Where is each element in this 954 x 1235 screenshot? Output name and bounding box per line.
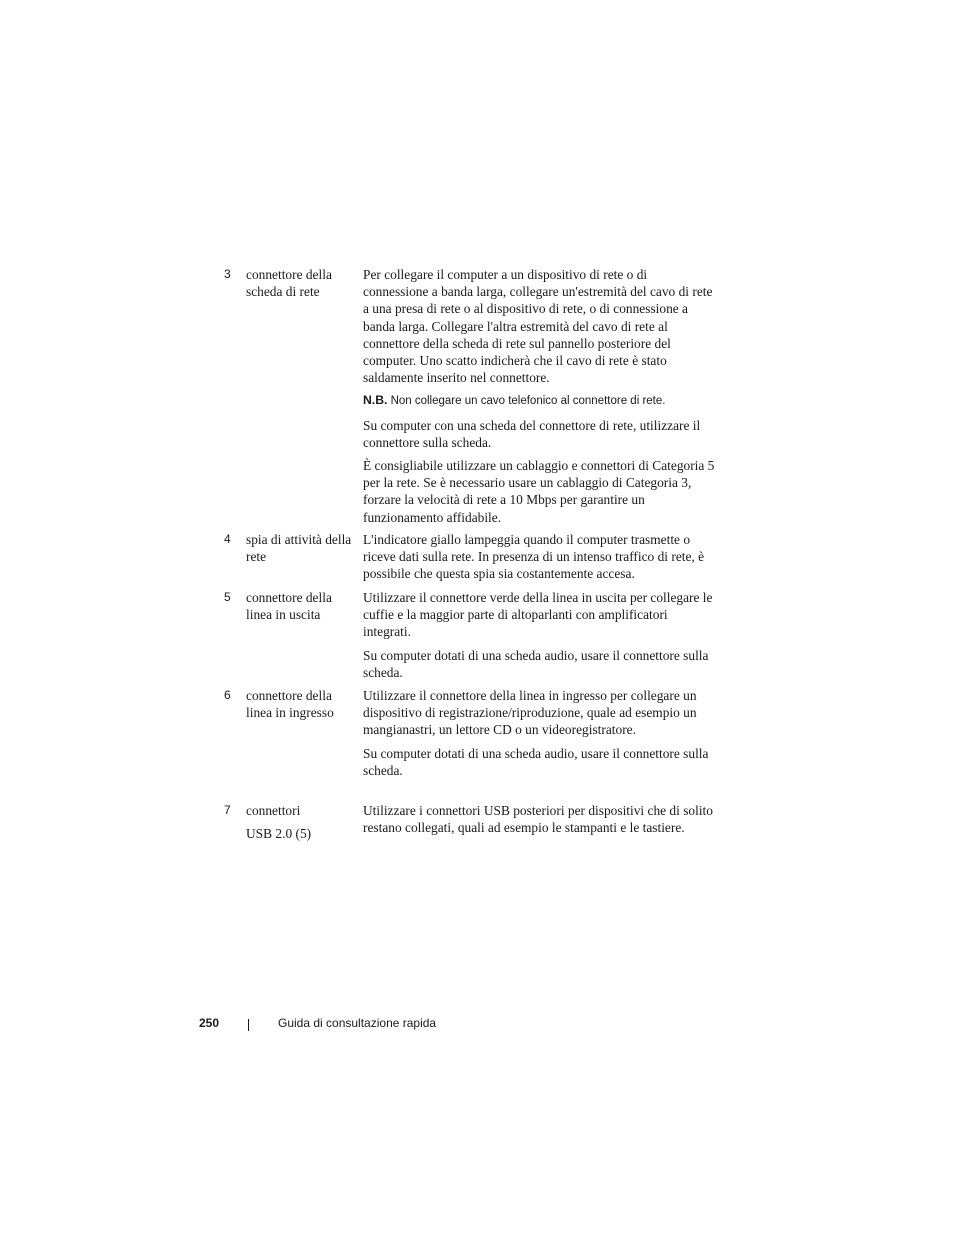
item-label: connettore della linea in uscita [246,590,332,623]
item-description [363,802,715,842]
note-text: Non collegare un cavo telefonico al connettore di rete. [387,395,666,408]
item-number: 7 [224,803,231,817]
item-description [363,589,715,687]
item-description [363,687,715,785]
item-number: 3 [224,267,231,281]
description-paragraph: Su computer dotati di una scheda audio, usare il connettore sulla scheda. [363,745,709,778]
item-number: 4 [224,532,231,546]
description-paragraph: Su computer dotati di una scheda audio, usare il connettore sulla scheda. [363,647,709,680]
item-description [363,266,715,532]
description-paragraph: Utilizzare il connettore della linea in ingresso per collegare un dispositivo di registrazione/riproduzione, quale ad esempio un mangianastri, un lettore CD o un videoregistratore. [363,688,697,738]
footer-separator [248,1019,249,1031]
item-description [363,531,715,589]
item-number: 6 [224,688,231,702]
item-label: spia di attività della rete [246,532,352,565]
description-paragraph: L'indicatore giallo lampeggia quando il computer trasmette o riceve dati sulla rete. In presenza di un intenso traffico di rete, è possibile che questa spia sia costantemente accesa. [363,532,705,582]
page-footer [0,1016,954,1036]
item-label: connettore della linea in ingresso [246,688,334,721]
item-label [246,802,354,842]
description-paragraph: Utilizzare i connettori USB posteriori per dispositivi che di solito restano collegati, quali ad esempio le stampanti e le tastiere. [363,803,713,836]
item-label-line2: USB 2.0 (5) [246,826,312,842]
note [363,392,715,410]
description-paragraph: Per collegare il computer a un dispositivo di rete o di connessione a banda larga, collegare un'estremità del cavo di rete a una presa di rete o al dispositivo di rete, o di connessione a banda larga. Collegare l'altra estremità del cavo di rete al connettore della scheda di rete sul pannello posteriore del computer. Uno scatto indicherà che il cavo di rete è stato saldamente inserito nel connettore. [363,267,713,386]
item-label: connettore della scheda di rete [246,267,332,300]
description-paragraph: Utilizzare il connettore verde della linea in uscita per collegare le cuffie e la maggior parte di altoparlanti con amplificatori integrati. [363,590,713,640]
note-tag: N.B. [363,393,388,408]
description-paragraph: È consigliabile utilizzare un cablaggio e connettori di Categoria 5 per la rete. Se è necessario usare un cablaggio di Categoria 3, forzare la velocità di rete a 10 Mbps per garantire un funzionamento affidabile. [363,458,715,525]
description-paragraph: Su computer con una scheda del connettore di rete, utilizzare il connettore sulla scheda. [363,417,701,450]
item-number: 5 [224,590,231,604]
footer-title: Guida di consultazione rapida [278,1016,437,1030]
item-label-line1: connettori [246,803,301,818]
page-number: 250 [199,1016,220,1030]
